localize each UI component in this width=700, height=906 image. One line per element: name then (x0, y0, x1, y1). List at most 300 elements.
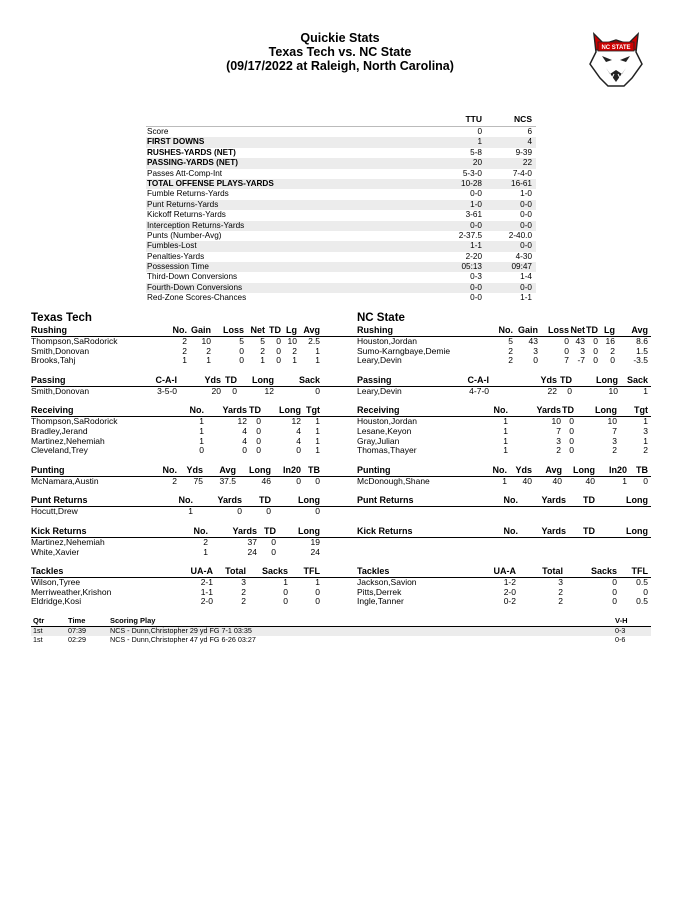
stat-cell: 3 (533, 345, 538, 356)
section-gap (31, 517, 361, 526)
column-header: UA-A (190, 566, 213, 577)
section-title: Kick Returns (31, 525, 87, 536)
team-stat-row (146, 169, 536, 179)
stat-cell: 0 (564, 336, 569, 346)
stat-cell: 1 (315, 416, 320, 427)
team-stat-row (146, 283, 536, 293)
column-header: Long (573, 464, 595, 475)
stat-label: Possession Time (147, 262, 209, 272)
column-header: Yards (222, 405, 247, 416)
stat-cell: 0 (593, 336, 598, 346)
column-header: Avg (545, 464, 562, 475)
column-header: C-A-I (155, 374, 177, 385)
section-title: Kick Returns (357, 525, 413, 536)
player-row (357, 597, 651, 607)
rushing-section (357, 325, 651, 366)
stat-cell: 1 (315, 355, 320, 366)
column-header: TB (636, 464, 648, 475)
player-name: Sumo-Karngbaye,Demie (357, 345, 451, 356)
stat-cell: 7 (612, 425, 617, 436)
stat-cell: 2 (260, 345, 265, 356)
stat-cell: -3.5 (633, 355, 648, 366)
team-stat-row (146, 126, 536, 137)
stat-cell: 0 (276, 355, 281, 366)
stat-value-ttu: 0-0 (470, 282, 482, 292)
stat-value-ttu: 1-0 (470, 199, 482, 209)
stat-cell: 40 (552, 475, 562, 486)
player-row (31, 548, 361, 558)
player-name: Houston,Jordan (357, 416, 418, 427)
punting-section (31, 456, 361, 487)
column-header: No. (498, 325, 513, 335)
column-header: Yds (204, 374, 221, 385)
stat-cell: 0 (569, 425, 574, 436)
stat-value-ttu: 10-28 (461, 178, 482, 188)
stat-cell: 0 (315, 596, 320, 607)
stat-label: Red-Zone Scores-Chances (147, 293, 247, 303)
stat-cell: 2 (610, 345, 615, 356)
stat-cell: 0 (569, 445, 574, 456)
column-header: Long (626, 495, 648, 506)
stat-cell: 2 (556, 445, 561, 456)
stat-value-ncs: 1-1 (520, 293, 532, 303)
game-date-location: (09/17/2022 at Raleigh, North Carolina) (226, 59, 454, 73)
stat-cell: 0.5 (636, 577, 648, 588)
column-header: No. (162, 464, 177, 475)
stat-cell: 1 (188, 506, 193, 517)
receiving-section (31, 396, 361, 455)
player-name: Ingle,Tanner (357, 596, 404, 607)
stat-value-ttu: 5-8 (470, 147, 482, 157)
stat-cell: 3-5-0 (157, 385, 177, 396)
stat-value-ttu: 1 (477, 137, 482, 147)
column-header: Loss (222, 325, 244, 335)
receiving-section (357, 396, 651, 455)
player-name: Leary,Devin (357, 385, 402, 396)
stat-cell: 20 (211, 385, 221, 396)
stat-cell: 2 (206, 345, 211, 356)
stat-cell: 0-2 (503, 596, 516, 607)
stat-cell: 1 (315, 435, 320, 446)
stat-cell: 0 (564, 345, 569, 356)
stat-value-ncs: 0-0 (520, 241, 532, 251)
column-header: Long (298, 525, 320, 536)
stat-cell: 1.5 (636, 345, 648, 356)
punting-header (31, 465, 361, 477)
section-gap (357, 517, 651, 526)
stat-cell: 12 (264, 385, 274, 396)
team-stat-row (146, 179, 536, 189)
stat-cell: 2 (182, 336, 187, 346)
stat-cell: 19 (310, 536, 320, 547)
team-stat-row (146, 200, 536, 210)
stat-cell: 10 (201, 336, 211, 346)
section-gap (31, 557, 361, 566)
column-header: Sack (626, 374, 648, 385)
scoring-play-row (31, 636, 651, 645)
column-header: TD (583, 495, 595, 506)
stat-label: Passes Att-Comp-Int (147, 168, 223, 178)
column-header: In20 (608, 464, 627, 475)
stat-cell: 7 (564, 355, 569, 366)
player-name: Hocutt,Drew (31, 506, 78, 517)
player-name: Bradley,Jerand (31, 425, 88, 436)
stat-cell: 2 (241, 586, 246, 597)
stat-cell: 5 (508, 336, 513, 346)
stat-cell: 46 (261, 475, 271, 486)
team-stat-row (146, 231, 536, 241)
section-title: Passing (357, 374, 392, 385)
stat-cell: 1 (199, 435, 204, 446)
stat-cell: 40 (522, 475, 532, 486)
stat-value-ncs: 4-30 (515, 251, 532, 261)
stat-cell: 5 (239, 336, 244, 346)
stat-label: Interception Returns-Yards (147, 220, 245, 230)
column-header: TFL (631, 566, 648, 577)
team-stat-row (146, 189, 536, 199)
stat-cell: 0 (232, 385, 237, 396)
tackles-section (31, 557, 361, 607)
team-stat-row (146, 148, 536, 158)
stat-cell: 0 (296, 445, 301, 456)
section-title: Receiving (357, 405, 400, 416)
svg-text:NC STATE: NC STATE (601, 45, 631, 51)
stat-cell: 1 (292, 355, 297, 366)
column-header: Loss (547, 325, 569, 335)
stat-cell: 24 (310, 546, 320, 557)
stat-label: Punts (Number-Avg) (147, 230, 222, 240)
stat-cell: 1 (503, 445, 508, 456)
report-title: Quickie Stats (300, 31, 380, 45)
stat-cell: 3 (241, 577, 246, 588)
stat-value-ttu: 1-1 (470, 241, 482, 251)
stat-cell: 0 (569, 435, 574, 446)
player-name: McNamara,Austin (31, 475, 99, 486)
stat-cell: 0 (276, 345, 281, 356)
stat-cell: 1 (315, 345, 320, 356)
column-header: TD (583, 525, 595, 536)
stat-cell: 0 (239, 345, 244, 356)
empty-row (357, 548, 651, 558)
scoring-vh: 0-3 (615, 626, 626, 635)
stat-value-ncs: 7-4-0 (512, 168, 532, 178)
stat-value-ttu: 0-0 (470, 189, 482, 199)
passing-header (31, 375, 361, 387)
player-row (31, 477, 361, 487)
section-gap (357, 486, 651, 495)
player-row (31, 356, 361, 366)
stat-cell: 0 (237, 506, 242, 517)
player-row (357, 477, 651, 487)
stat-value-ncs: 0-0 (520, 210, 532, 220)
section-title: Punt Returns (31, 495, 88, 506)
stat-value-ncs: 9-39 (515, 147, 532, 157)
stat-cell: 0 (256, 435, 261, 446)
column-header: Yards (541, 495, 566, 506)
stat-cell: 2 (643, 445, 648, 456)
stat-cell: 0 (612, 596, 617, 607)
player-name: Gray,Julian (357, 435, 400, 446)
stat-cell: 2 (292, 345, 297, 356)
stat-cell: 1 (643, 435, 648, 446)
player-name: Pitts,Derrek (357, 586, 402, 597)
team-stat-row (146, 293, 536, 303)
column-header: Total (542, 566, 563, 577)
stat-label: PASSING-YARDS (NET) (147, 158, 238, 168)
team-stats-table (146, 114, 536, 304)
scoring-time: 07:39 (68, 626, 86, 635)
scoring-time: 02:29 (68, 634, 86, 644)
stat-cell: 75 (193, 475, 203, 486)
column-header: TB (308, 464, 320, 475)
stat-cell: 10 (607, 416, 617, 427)
player-row (357, 387, 651, 397)
stat-cell: 2-0 (200, 596, 213, 607)
stat-label: Kickoff Returns-Yards (147, 210, 226, 220)
player-name: Thomas,Thayer (357, 445, 417, 456)
column-header: Avg (303, 325, 320, 335)
stat-cell: 2 (612, 445, 617, 456)
punt-returns-header (31, 495, 361, 507)
player-name: Wilson,Tyree (31, 577, 81, 588)
stat-cell: 0 (256, 445, 261, 456)
section-title: Rushing (357, 325, 393, 335)
stat-cell: 8.6 (636, 336, 648, 346)
stat-value-ttu: 20 (472, 158, 482, 168)
stat-value-ttu: 5-3-0 (462, 168, 482, 178)
stat-cell: 4 (242, 425, 247, 436)
stat-cell: 0 (239, 355, 244, 366)
report-header (0, 31, 680, 73)
section-gap (31, 456, 361, 465)
empty-row (357, 507, 651, 517)
stat-value-ncs: 1-4 (520, 272, 532, 282)
stat-cell: 2 (508, 355, 513, 366)
stat-label: FIRST DOWNS (147, 137, 205, 147)
passing-section (31, 366, 361, 397)
section-gap (31, 396, 361, 405)
column-header: Net (570, 325, 585, 335)
stat-cell: 1 (315, 445, 320, 456)
stat-cell: 22 (547, 385, 557, 396)
stat-label: Fumbles-Lost (147, 241, 197, 251)
stat-cell: 2 (203, 536, 208, 547)
column-header: TD (562, 405, 574, 416)
column-header: TD (225, 374, 237, 385)
column-header: Avg (631, 325, 648, 335)
stat-cell: 0 (643, 586, 648, 597)
stat-value-ncs: 6 (527, 127, 532, 136)
stat-cell: 0 (315, 475, 320, 486)
stat-cell: 10 (608, 385, 618, 396)
stat-cell: 1 (182, 355, 187, 366)
stat-value-ncs: 0-0 (520, 199, 532, 209)
empty-row (357, 538, 651, 548)
stat-value-ttu: 05:13 (461, 262, 482, 272)
stat-cell: 0 (283, 586, 288, 597)
column-header: Net (250, 325, 265, 335)
scoring-qtr: 1st (33, 626, 43, 635)
column-header: Sack (298, 374, 320, 385)
passing-header (357, 375, 651, 387)
column-header: Sacks (261, 566, 288, 577)
scoring-play: NCS - Dunn,Christopher 47 yd FG 6-26 03:27 (110, 634, 256, 644)
stat-value-ttu: 3-61 (465, 210, 482, 220)
stat-cell: 1 (206, 355, 211, 366)
stat-cell: -7 (577, 355, 585, 366)
stat-cell: 2 (558, 586, 563, 597)
team-stat-row (146, 241, 536, 251)
stat-cell: 1 (199, 416, 204, 427)
stat-cell: 0 (199, 445, 204, 456)
column-header: Yards (541, 525, 566, 536)
stat-cell: 0 (256, 416, 261, 427)
player-row (357, 356, 651, 366)
passing-section (357, 366, 651, 397)
tackles-section (357, 557, 651, 607)
stat-cell: 2 (558, 596, 563, 607)
stat-value-ncs: 22 (522, 158, 532, 168)
column-header: Long (298, 495, 320, 506)
stat-cell: 1 (503, 416, 508, 427)
stat-cell: 3 (556, 435, 561, 446)
kick-returns-section (31, 517, 361, 557)
stat-cell: 10 (551, 416, 561, 427)
stat-cell: 3 (558, 577, 563, 588)
column-header: Yards (232, 525, 257, 536)
section-gap (357, 366, 651, 375)
scoring-summary (31, 615, 651, 644)
team-stat-row (146, 221, 536, 231)
stat-cell: 4 (296, 425, 301, 436)
scoring-vh: 0-6 (615, 634, 626, 644)
section-title: Punting (357, 464, 391, 475)
stat-value-ttu: 0-3 (470, 272, 482, 282)
section-gap (31, 366, 361, 375)
stat-cell: 1 (643, 385, 648, 396)
stat-cell: 2-0 (503, 586, 516, 597)
stat-cell: 37.5 (219, 475, 236, 486)
stat-value-ncs: 0-0 (520, 220, 532, 230)
player-name: Merriweather,Krishon (31, 586, 112, 597)
column-header: Long (279, 405, 301, 416)
column-header: No. (503, 525, 518, 536)
team-name: NC State (357, 312, 405, 324)
section-gap (357, 396, 651, 405)
stat-value-ncs: 16-61 (511, 178, 532, 188)
stat-cell: 1 (503, 425, 508, 436)
stat-cell: 1 (622, 475, 627, 486)
stat-value-ttu: 2-37.5 (458, 230, 482, 240)
column-header: Long (595, 405, 617, 416)
stat-label: Fumble Returns-Yards (147, 189, 229, 199)
stat-cell: 3 (580, 345, 585, 356)
team-stat-row (146, 158, 536, 168)
scoring-play: NCS - Dunn,Christopher 29 yd FG 7-1 03:35 (110, 626, 252, 635)
column-header: Yds (186, 464, 203, 475)
stat-cell: 0 (283, 596, 288, 607)
stat-cell: 0 (256, 425, 261, 436)
stat-cell: 1 (203, 546, 208, 557)
team-stat-row (146, 210, 536, 220)
column-header: Lg (286, 325, 297, 335)
team-stat-row (146, 262, 536, 272)
column-header: TD (249, 405, 261, 416)
column-header: Long (596, 374, 618, 385)
stat-value-ttu: 0-0 (470, 293, 482, 303)
column-header: C-A-I (467, 374, 489, 385)
stat-label: RUSHES-YARDS (NET) (147, 147, 236, 157)
column-header: TFL (303, 566, 320, 577)
player-name: Martinez,Nehemiah (31, 435, 105, 446)
stat-cell: 2.5 (308, 336, 320, 346)
stat-cell: 3 (643, 425, 648, 436)
column-header: Yds (515, 464, 532, 475)
stat-cell: 0 (242, 445, 247, 456)
stat-cell: 40 (585, 475, 595, 486)
stat-cell: 0 (533, 355, 538, 366)
scoring-qtr: 1st (33, 634, 43, 644)
player-row (31, 597, 361, 607)
stat-cell: 0 (271, 536, 276, 547)
stat-value-ncs: 1-0 (520, 189, 532, 199)
section-title: Rushing (31, 325, 67, 335)
column-header: Long (249, 464, 271, 475)
qtr-header: Qtr (33, 616, 45, 625)
stat-cell: 0 (271, 546, 276, 557)
column-header: No. (193, 525, 208, 536)
player-row (31, 347, 361, 357)
stat-cell: 2 (182, 345, 187, 356)
stat-value-ttu: 2-20 (465, 251, 482, 261)
player-name: Thompson,SaRodorick (31, 416, 118, 427)
player-name: Brooks,Tahj (31, 355, 76, 366)
column-header: Yards (536, 405, 561, 416)
section-title: Punting (31, 464, 65, 475)
team-stat-row (146, 252, 536, 262)
stat-cell: 24 (247, 546, 257, 557)
player-name: White,Xavier (31, 546, 80, 557)
column-header: Gain (190, 325, 211, 335)
column-header: TD (264, 525, 276, 536)
player-name: Eldridge,Kosi (31, 596, 82, 607)
kick-returns-section (357, 517, 651, 557)
stat-cell: 1 (643, 416, 648, 427)
column-header: No. (492, 464, 507, 475)
column-header: Yards (217, 495, 242, 506)
stat-cell: 1 (502, 475, 507, 486)
nc-state-stats (357, 312, 651, 607)
stat-cell: 0 (569, 416, 574, 427)
stat-cell: 0 (315, 586, 320, 597)
column-header: Avg (219, 464, 236, 475)
stat-cell: 5 (260, 336, 265, 346)
player-row (31, 446, 361, 456)
player-name: Jackson,Savion (357, 577, 417, 588)
section-title: Punt Returns (357, 495, 414, 506)
stat-cell: 0 (612, 577, 617, 588)
stat-value-ttu: 0-0 (470, 220, 482, 230)
stat-cell: 1 (199, 425, 204, 436)
player-name: McDonough,Shane (357, 475, 430, 486)
section-title: Passing (31, 374, 66, 385)
column-header: In20 (282, 464, 301, 475)
column-header: TD (259, 495, 271, 506)
column-header: Lg (604, 325, 615, 335)
section-title: Receiving (31, 405, 74, 416)
player-name: Cleveland,Trey (31, 445, 88, 456)
wolf-logo-icon (588, 30, 644, 88)
